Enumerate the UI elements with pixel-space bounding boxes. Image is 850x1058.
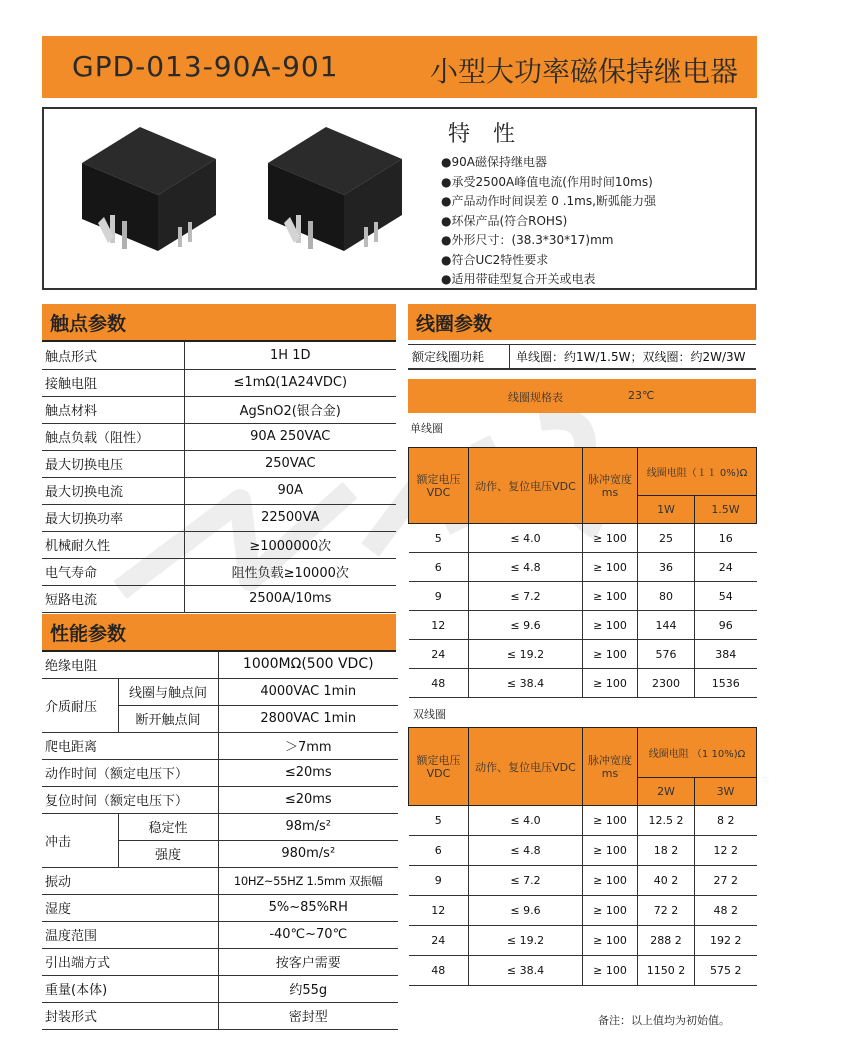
param-value: 2800VAC 1min [218,705,398,732]
param-value: 密封型 [218,1002,398,1029]
param-value: 90A 250VAC [184,423,396,450]
cell: 16 [695,524,757,553]
param-label: 最大切换电流 [42,477,184,504]
cell: ≤ 4.8 [469,836,583,866]
param-label: 触点负载（阻性） [42,423,184,450]
product-name: 小型大功率磁保持继电器 [430,55,739,88]
param-value: 约55g [218,975,398,1002]
cell: 72 2 [638,896,695,926]
cell: 27 2 [695,866,757,896]
param-value: 22500VA [184,504,396,531]
param-label: 振动 [42,867,218,894]
table-row [42,369,396,396]
cell: 6 [409,836,469,866]
single-coil-label: 单线圈 [410,422,443,435]
param-label: 爬电距离 [42,732,218,759]
cell: 54 [695,582,757,611]
footnote: 备注：以上值均为初始值。 [598,1014,730,1027]
table-row [409,669,757,698]
cell: 192 2 [695,926,757,956]
coil-spec-title: 线圈规格表 [508,391,563,404]
param-value: 98m/s² [218,813,398,840]
param-label: 引出端方式 [42,948,218,975]
param-value: 250VAC [184,450,396,477]
cell: ≥ 100 [583,524,638,553]
cell: ≤ 38.4 [469,669,583,698]
table-row [42,585,396,612]
col-header: 额定电压 VDC [409,448,469,524]
table-row [42,504,396,531]
param-value: ＞7mm [218,732,398,759]
cell: 36 [638,553,695,582]
feature-item: ●环保产品(符合ROHS) [441,213,568,228]
param-label: 介质耐压 [42,678,118,732]
col-header: 线圈电阻 （1 10%)Ω [638,728,757,778]
coil-power-row [408,344,756,370]
cell: ≥ 100 [583,553,638,582]
col-header: 脉冲宽度 ms [583,448,638,524]
cell: 575 2 [695,956,757,986]
table-row [42,651,398,678]
table-row [409,553,757,582]
table-row [42,921,398,948]
table-row [409,611,757,640]
cell: ≤ 4.0 [469,524,583,553]
cell: ≤ 9.6 [469,611,583,640]
table-row [42,894,398,921]
col-header: 1W [638,496,695,524]
param-value: 4000VAC 1min [218,678,398,705]
table-row [409,806,757,836]
param-value: 5%~85%RH [218,894,398,921]
cell: 24 [409,640,469,669]
param-value: 单线圈：约1W/1.5W；双线圈：约2W/3W [516,350,746,364]
cell: 12 [409,611,469,640]
cell: ≤ 4.0 [469,806,583,836]
param-value: 2500A/10ms [184,585,396,612]
cell: 48 2 [695,896,757,926]
title-banner [42,36,757,98]
double-coil-label: 双线圈 [413,708,446,721]
coil-spec-temp: 23℃ [628,389,655,402]
table-row [42,342,396,369]
feature-item: ●适用带硅型复合开关或电表 [441,272,596,286]
param-sublabel: 稳定性 [118,813,218,840]
param-label: 绝缘电阻 [42,651,218,678]
col-header: 1.5W [695,496,757,524]
cell: 1150 2 [638,956,695,986]
table-row [42,786,398,813]
table-header-row [409,448,757,496]
table-row [42,759,398,786]
param-sublabel: 线圈与触点间 [118,678,218,705]
cell: ≤ 19.2 [469,640,583,669]
feature-item: ●90A磁保持继电器 [441,155,547,169]
col-header: 额定电压 VDC [409,728,469,806]
table-row [409,582,757,611]
contact-table [42,342,396,613]
single-coil-table [408,447,757,698]
cell: 576 [638,640,695,669]
table-row [42,423,396,450]
table-row [42,948,398,975]
col-header: 脉冲宽度 ms [583,728,638,806]
param-value: 1000MΩ(500 VDC) [218,651,398,678]
double-coil-table [408,727,757,986]
cell: 12 2 [695,836,757,866]
table-row [42,477,396,504]
param-label: 最大切换电压 [42,450,184,477]
param-value: AgSnO2(银合金) [184,396,396,423]
table-row [409,640,757,669]
param-label: 封装形式 [42,1002,218,1029]
cell: ≤ 19.2 [469,926,583,956]
cell: 24 [695,553,757,582]
cell: ≥ 100 [583,611,638,640]
cell: 288 2 [638,926,695,956]
feature-item: ●产品动作时间误差 0 .1ms,断弧能力强 [441,194,656,208]
cell: 48 [409,956,469,986]
param-label: 重量(本体) [42,975,218,1002]
coil-spec-banner [408,379,756,413]
cell: 24 [409,926,469,956]
param-label: 动作时间（额定电压下） [42,759,218,786]
cell: 144 [638,611,695,640]
param-label: 冲击 [42,813,118,867]
table-row [42,1002,398,1029]
cell: ≥ 100 [583,866,638,896]
cell: 9 [409,582,469,611]
table-row [42,396,396,423]
cell: ≤ 7.2 [469,582,583,611]
param-label: 温度范围 [42,921,218,948]
cell: 384 [695,640,757,669]
col-header: 3W [695,778,757,806]
cell: ≤ 7.2 [469,866,583,896]
features-title: 特 性 [448,122,523,147]
table-row [42,732,398,759]
param-label: 湿度 [42,894,218,921]
param-label: 接触电阻 [42,369,184,396]
cell: 1536 [695,669,757,698]
cell: 40 2 [638,866,695,896]
table-row [42,678,398,705]
param-label: 短路电流 [42,585,184,612]
param-label: 触点形式 [42,342,184,369]
param-label: 额定线圈功耗 [408,345,510,368]
param-value: 10HZ~55HZ 1.5mm 双振幅 [218,867,398,894]
table-row [409,896,757,926]
features-panel [42,107,757,290]
param-value: ≥1000000次 [184,531,396,558]
cell: ≥ 100 [583,806,638,836]
table-row [409,866,757,896]
cell: ≥ 100 [583,669,638,698]
param-label: 触点材料 [42,396,184,423]
cell: 25 [638,524,695,553]
relay-photo-right [256,123,406,263]
table-row [42,450,396,477]
param-label: 复位时间（额定电压下） [42,786,218,813]
param-label: 机械耐久性 [42,531,184,558]
col-header: 动作、复位电压VDC [469,728,583,806]
param-value: ≤1mΩ(1A24VDC) [184,369,396,396]
param-value: 90A [184,477,396,504]
cell: ≥ 100 [583,640,638,669]
table-row [409,524,757,553]
table-row [42,867,398,894]
cell: 48 [409,669,469,698]
cell: ≤ 38.4 [469,956,583,986]
param-sublabel: 断开触点间 [118,705,218,732]
table-row [42,813,398,840]
param-sublabel: 强度 [118,840,218,867]
contact-section-header: 触点参数 [42,304,396,340]
cell: 5 [409,806,469,836]
feature-item: ●外形尺寸：(38.3*30*17)mm [441,233,614,247]
param-label: 最大切换功率 [42,504,184,531]
param-label: 电气寿命 [42,558,184,585]
table-row [42,531,396,558]
cell: ≥ 100 [583,836,638,866]
param-value: 1H 1D [184,342,396,369]
table-row [409,836,757,866]
cell: 96 [695,611,757,640]
param-value: -40℃~70℃ [218,921,398,948]
cell: 2300 [638,669,695,698]
cell: 12 [409,896,469,926]
table-row [42,975,398,1002]
feature-item: ●符合UC2特性要求 [441,252,549,267]
performance-table [42,651,398,1030]
cell: ≤ 4.8 [469,553,583,582]
param-value: ≤20ms [218,786,398,813]
coil-section-header: 线圈参数 [408,304,756,340]
param-value: 980m/s² [218,840,398,867]
performance-section-header: 性能参数 [42,614,396,650]
cell: 5 [409,524,469,553]
table-header-row [409,728,757,778]
cell: ≥ 100 [583,956,638,986]
table-row [409,956,757,986]
model-number: GPD-013-90A-901 [72,50,339,83]
cell: ≥ 100 [583,896,638,926]
col-header: 线圈电阻（１１ 0%)Ω [638,448,757,496]
cell: 8 2 [695,806,757,836]
table-row [409,926,757,956]
cell: ≤ 9.6 [469,896,583,926]
cell: 9 [409,866,469,896]
cell: 18 2 [638,836,695,866]
cell: ≥ 100 [583,926,638,956]
param-value: ≤20ms [218,759,398,786]
cell: 12.5 2 [638,806,695,836]
table-row [42,558,396,585]
relay-photo-left [70,123,220,263]
col-header: 动作、复位电压VDC [469,448,583,524]
param-value: 阻性负载≥10000次 [184,558,396,585]
cell: ≥ 100 [583,582,638,611]
feature-item: ●承受2500A峰值电流(作用时间10ms) [441,174,653,189]
col-header: 2W [638,778,695,806]
cell: 80 [638,582,695,611]
param-value: 按客户需要 [218,948,398,975]
cell: 6 [409,553,469,582]
features-list [441,153,656,290]
